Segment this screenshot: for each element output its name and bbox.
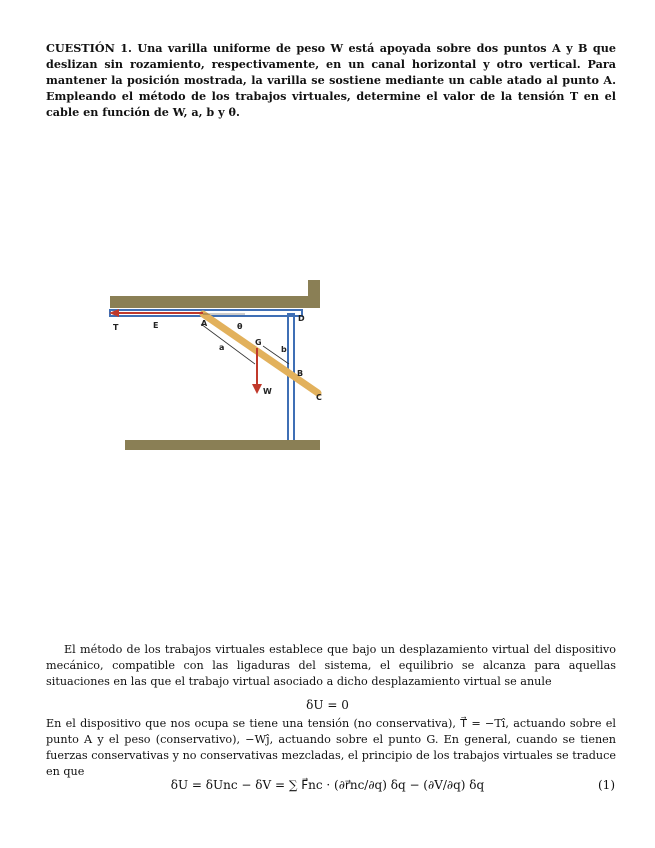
wall-right xyxy=(308,280,320,308)
label-a: a xyxy=(219,343,225,352)
label-B: B xyxy=(297,369,304,378)
label-E: E xyxy=(153,321,159,330)
label-A: A xyxy=(201,319,208,328)
question-label: CUESTIÓN 1. xyxy=(46,41,132,55)
label-W: W xyxy=(263,387,272,396)
weight-arrowhead xyxy=(252,384,262,394)
label-T: T xyxy=(113,323,119,332)
question-text: Una varilla uniforme de peso W está apoyada sobre dos puntos A y B que deslizan sin rozamiento, respectivamente, en un canal horizontal y otro vertical. Para mantener la posición mostrada, la varilla se sostiene mediante un cable atado al punto A. Empleando el método de los trabajos virtuales, determine el valor de la tensión T en el cable en función de W, a, b y θ. xyxy=(46,41,616,119)
label-G: G xyxy=(255,338,262,347)
label-theta: θ xyxy=(237,322,243,331)
ceiling-ground xyxy=(110,296,320,308)
method-paragraph: El método de los trabajos virtuales establece que bajo un desplazamiento virtual del dispositivo mecánico, compatible con las ligaduras del sistema, el equilibrio se alcanza para aquellas situaciones en las que el trabajo virtual asociado a dicho desplazamiento virtual se anule xyxy=(46,643,616,688)
floor-ground xyxy=(125,440,320,450)
rod xyxy=(203,314,318,393)
rod-diagram xyxy=(105,278,325,453)
forces-paragraph: En el dispositivo que nos ocupa se tiene una tensión (no conservativa), T⃗ = −Tî, actuando sobre el punto A y el peso (conservativo), −Wĵ, actuando sobre el punto G. En general, cuando se tienen fuerzas conservativas y no conservativas mezcladas, el principio de los trabajos virtuales se traduce en que xyxy=(46,717,616,778)
equation-1-number: (1) xyxy=(598,778,615,792)
virtual-work-equation: δU = 0 xyxy=(306,698,349,712)
label-b: b xyxy=(281,345,287,354)
label-D: D xyxy=(298,314,305,323)
label-C: C xyxy=(316,393,322,402)
equation-1: δU = δUnc − δV = ∑ F⃗nc · (∂r⃗nc/∂q) δq − (∂V/∂q) δq xyxy=(170,778,485,792)
question-statement xyxy=(46,40,616,120)
